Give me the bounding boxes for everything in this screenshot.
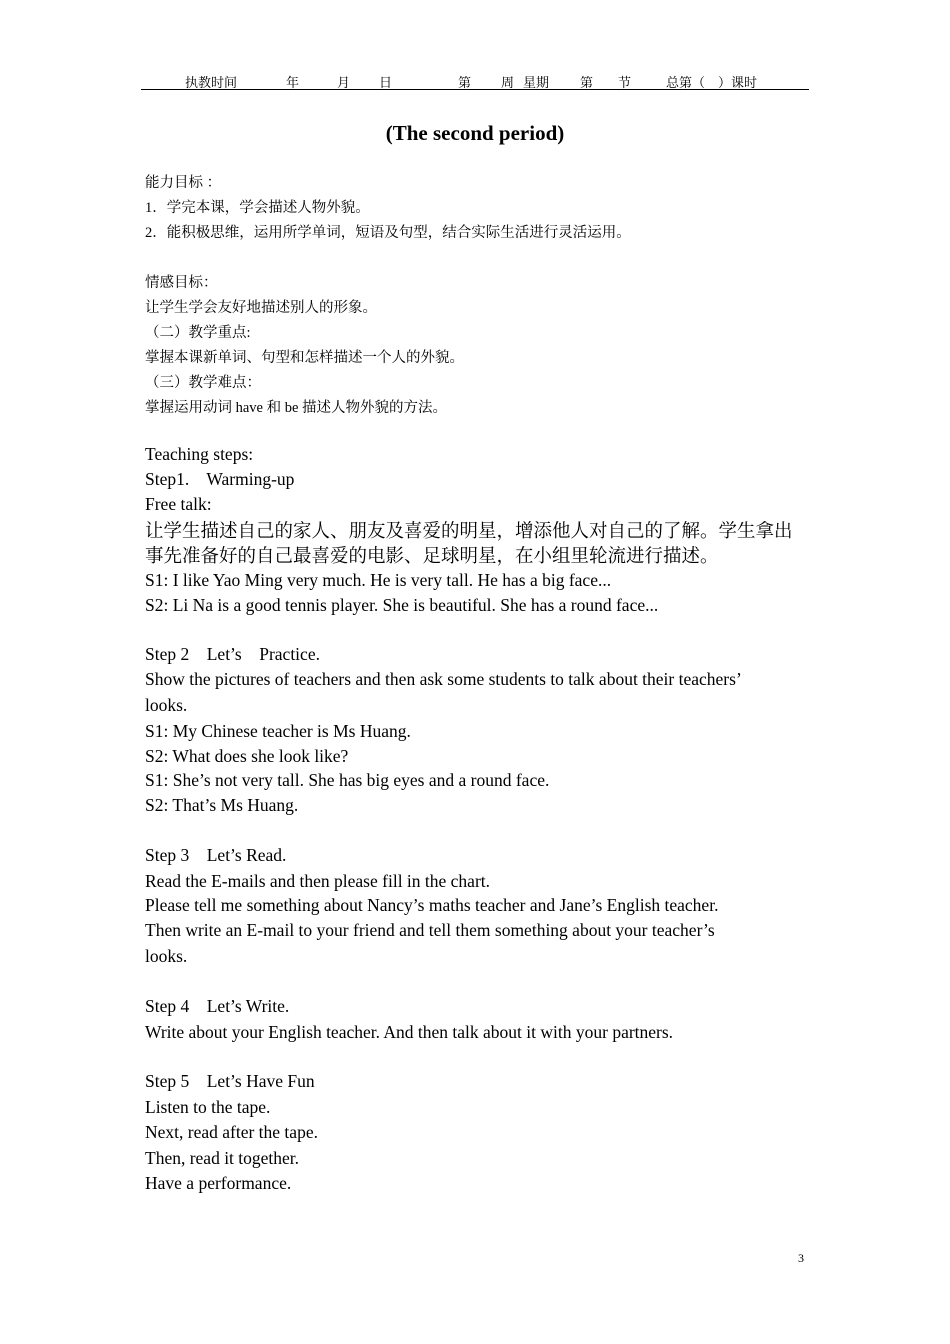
header-day: 日 xyxy=(379,75,393,90)
step5-line-3: Then, read it together. xyxy=(145,1148,300,1168)
key-point-heading: （二）教学重点: xyxy=(145,325,251,341)
teaching-steps-heading: Teaching steps: xyxy=(145,444,254,464)
step4-line-1: Write about your English teacher. And then talk about it with your partners. xyxy=(145,1022,674,1042)
emotion-item-1: 让学生学会友好地描述别人的形象。 xyxy=(145,300,377,316)
step1-dialogue-s2: S2: Li Na is a good tennis player. She is beautiful. She has a round face... xyxy=(145,595,659,615)
ability-heading: 能力目标 ： xyxy=(145,175,222,191)
step2-title: Step 2 Let’s Practice. xyxy=(145,644,320,664)
step4-title: Step 4 Let’s Write. xyxy=(145,996,290,1016)
page-header xyxy=(141,70,809,90)
header-month: 月 xyxy=(337,75,351,90)
step2-line-3: S1: My Chinese teacher is Ms Huang. xyxy=(145,721,411,741)
page-title: (The second period) xyxy=(385,121,565,145)
step3-title: Step 3 Let’s Read. xyxy=(145,845,287,865)
step2-line-1: Show the pictures of teachers and then ask some students to talk about their teachers’ xyxy=(145,669,742,689)
step2-line-2: looks. xyxy=(145,695,188,715)
ability-item-1: 1．学完本课，学会描述人物外貌。 xyxy=(145,200,370,216)
difficult-point-item-1: 掌握运用动词 have 和 be 描述人物外貌的方法。 xyxy=(145,400,448,416)
step1-title: Step1. Warming-up xyxy=(145,469,295,489)
step1-chinese-line-2: 事先准备好的自己最喜爱的电影、足球明星，在小组里轮流进行描述。 xyxy=(145,547,719,567)
step5-line-2: Next, read after the tape. xyxy=(145,1122,318,1142)
step3-line-4: looks. xyxy=(145,946,188,966)
step2-line-5: S1: She’s not very tall. She has big eyes and a round face. xyxy=(145,770,550,790)
step1-subtitle: Free talk: xyxy=(145,494,212,514)
step5-title: Step 5 Let’s Have Fun xyxy=(145,1071,315,1091)
ability-item-2: 2．能积极思维，运用所学单词，短语及句型，结合实际生活进行灵活运用。 xyxy=(145,225,631,241)
header-week-prefix: 第 xyxy=(458,75,472,90)
page-number: 3 xyxy=(798,1251,804,1265)
step2-line-4: S2: What does she look like? xyxy=(145,746,349,766)
step2-line-6: S2: That’s Ms Huang. xyxy=(145,795,299,815)
emotion-heading: 情感目标： xyxy=(145,275,218,291)
step1-chinese-line-1: 让学生描述自己的家人、朋友及喜爱的明星，增添他人对自己的了解。学生拿出 xyxy=(145,522,793,542)
step5-line-1: Listen to the tape. xyxy=(145,1097,271,1117)
step3-line-3: Then write an E-mail to your friend and tell them something about your teacher’s xyxy=(145,920,715,940)
step3-line-1: Read the E-mails and then please fill in the chart. xyxy=(145,871,491,891)
header-year: 年 xyxy=(286,75,300,90)
header-exec-time: 执教时间 xyxy=(185,75,238,90)
difficult-point-heading: （三）教学难点： xyxy=(145,375,261,391)
step5-line-4: Have a performance. xyxy=(145,1173,292,1193)
step3-line-2: Please tell me something about Nancy’s maths teacher and Jane’s English teacher. xyxy=(145,895,719,915)
step1-dialogue-s1: S1: I like Yao Ming very much. He is very tall. He has a big face... xyxy=(145,570,612,590)
header-weekday: 星期 xyxy=(523,75,550,90)
header-week: 周 xyxy=(501,75,515,90)
header-period-prefix: 第 xyxy=(580,75,594,90)
key-point-item-1: 掌握本课新单词、句型和怎样描述一个人的外貌。 xyxy=(145,350,464,366)
header-total: 总第（ ）课时 xyxy=(666,75,758,90)
header-period: 节 xyxy=(618,75,632,90)
